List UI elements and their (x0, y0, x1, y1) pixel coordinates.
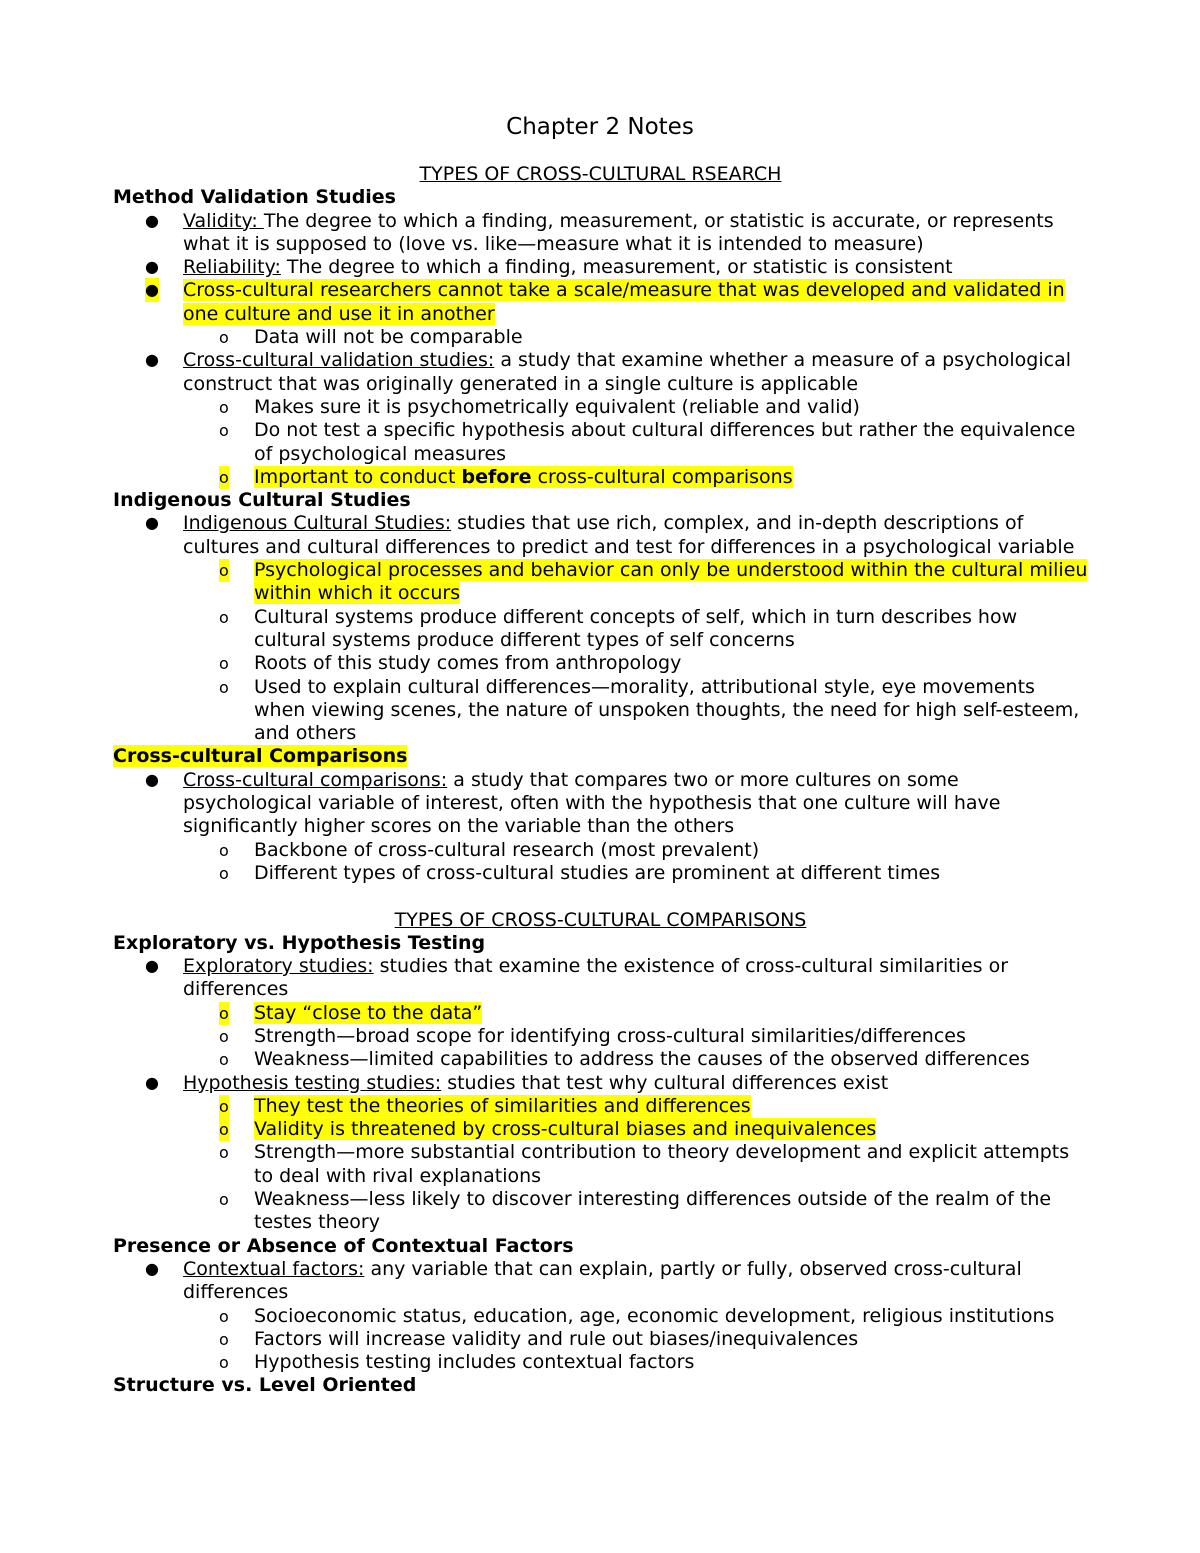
circle-bullet-icon: o (219, 1026, 229, 1046)
sub-bullet-item (113, 839, 1088, 862)
sub-bullet-item (113, 1095, 1088, 1118)
section-heading: TYPES OF CROSS-CULTURAL COMPARISONS (394, 908, 807, 931)
circle-bullet-icon: o (219, 863, 229, 883)
sub-bullet-item (113, 1328, 1088, 1351)
bullet-text: The degree to which a finding, measurement, or statistic is consistent (280, 256, 953, 279)
bullet-text: a study that compares two or more cultures on some psychological variable of interest, often with the hypothesis that one culture will have significantly higher scores on the variable than the others (183, 768, 1001, 838)
circle-bullet-icon: o (219, 559, 229, 582)
sub-bullet-text: Socioeconomic status, education, age, economic development, religious institutions (254, 1304, 1055, 1327)
bullet-icon: ● (145, 1072, 159, 1092)
sub-bullet-item (113, 559, 1088, 606)
bullet-item (113, 210, 1088, 257)
sub-bullet-text: Makes sure it is psychometrically equivalent (reliable and valid) (254, 395, 860, 418)
bullet-term: Cross-cultural comparisons: (183, 768, 448, 791)
sub-bullet-item (113, 1048, 1088, 1071)
sub-bullet-item (113, 1351, 1088, 1374)
sub-bullet-text: Hypothesis testing includes contextual factors (254, 1351, 695, 1374)
sub-bullet-text: Data will not be comparable (254, 326, 523, 349)
sub-bullet-item (113, 396, 1088, 419)
subsection-title: Indigenous Cultural Studies (113, 489, 411, 512)
bullet-icon: ● (145, 1258, 159, 1278)
bold-emphasis: before (461, 465, 532, 488)
subsection-title: Structure vs. Level Oriented (113, 1374, 417, 1397)
circle-bullet-icon: o (219, 1095, 229, 1118)
circle-bullet-icon: o (219, 1353, 229, 1373)
sub-bullet-text: Roots of this study comes from anthropology (254, 652, 682, 675)
bullet-icon: ● (145, 210, 159, 230)
sub-bullet-text: Different types of cross-cultural studies are prominent at different times (254, 861, 941, 884)
sub-bullet-item (113, 419, 1088, 466)
subsection-title: Exploratory vs. Hypothesis Testing (113, 931, 486, 954)
sub-bullet-item (113, 1002, 1088, 1025)
sub-bullet-item (113, 1305, 1088, 1328)
subsection-title: Cross-cultural Comparisons (113, 745, 408, 768)
page-title: Chapter 2 Notes (506, 114, 694, 140)
bullet-term: Hypothesis testing studies: (183, 1071, 442, 1094)
bullet-item (113, 512, 1088, 559)
sub-bullet-item (113, 1118, 1088, 1141)
sub-bullet-item (113, 1188, 1088, 1235)
bullet-term: Validity: (183, 209, 264, 232)
circle-bullet-icon: o (219, 1329, 229, 1349)
highlighted-text: Cross-cultural researchers cannot take a scale/measure that was developed and validated in one culture and use it in another (183, 279, 1065, 325)
highlighted-text: Psychological processes and behavior can only be understood within the cultural milieu within which it occurs (254, 559, 1088, 605)
sub-bullet-text: Do not test a specific hypothesis about cultural differences but rather the equivalence of psychological measures (254, 419, 1076, 465)
sub-bullet-text: Strength—more substantial contribution to theory development and explicit attempts to deal with rival explanations (254, 1141, 1070, 1187)
bullet-icon: ● (145, 278, 159, 301)
sub-bullet-item (113, 1141, 1088, 1188)
highlighted-text: Validity is threatened by cross-cultural biases and inequivalences (254, 1118, 877, 1141)
sub-bullet-text: Strength—broad scope for identifying cross-cultural similarities/differences (254, 1024, 966, 1047)
document-body (113, 163, 1088, 1398)
sub-bullet-text: Weakness—less likely to discover interesting differences outside of the realm of the testes theory (254, 1188, 1052, 1234)
bullet-item (113, 279, 1088, 326)
circle-bullet-icon: o (219, 1002, 229, 1025)
bullet-icon: ● (145, 956, 159, 976)
bullet-item (113, 256, 1088, 279)
bullet-term: Contextual factors: (183, 1257, 365, 1280)
circle-bullet-icon: o (219, 677, 229, 697)
highlighted-text: Stay “close to the data” (254, 1001, 483, 1024)
subsection-title: Presence or Absence of Contextual Factors (113, 1234, 574, 1257)
circle-bullet-icon: o (219, 397, 229, 417)
circle-bullet-icon: o (219, 1118, 229, 1141)
bullet-text: any variable that can explain, partly or fully, observed cross-cultural differences (183, 1257, 1022, 1304)
sub-bullet-item (113, 1025, 1088, 1048)
bullet-icon: ● (145, 513, 159, 533)
sub-bullet-item (113, 326, 1088, 349)
sub-bullet-item (113, 652, 1088, 675)
sub-bullet-text: Used to explain cultural differences—morality, attributional style, eye movements when viewing scenes, the nature of unspoken thoughts, the need for high self-esteem, and others (254, 675, 1080, 745)
bullet-term: Reliability: (183, 256, 281, 279)
highlighted-text: Important to conduct before cross-cultural comparisons (254, 465, 793, 488)
bullet-icon: ● (145, 257, 159, 277)
sub-bullet-item (113, 862, 1088, 885)
circle-bullet-icon: o (219, 840, 229, 860)
circle-bullet-icon: o (219, 607, 229, 627)
highlighted-text: They test the theories of similarities and differences (254, 1094, 751, 1117)
bullet-item (113, 349, 1088, 396)
circle-bullet-icon: o (219, 328, 229, 348)
sub-bullet-item (113, 466, 1088, 489)
bullet-term: Exploratory studies: (183, 955, 374, 978)
circle-bullet-icon: o (219, 466, 229, 489)
subsection-title: Method Validation Studies (113, 186, 396, 209)
circle-bullet-icon: o (219, 1306, 229, 1326)
bullet-text: The degree to which a finding, measurement, or statistic is accurate, or represents what it is supposed to (love vs. like—measure what it is intended to measure) (183, 209, 1054, 255)
circle-bullet-icon: o (219, 1190, 229, 1210)
sub-bullet-item (113, 606, 1088, 653)
circle-bullet-icon: o (219, 654, 229, 674)
bullet-item (113, 1258, 1088, 1305)
blank-line (113, 885, 1088, 908)
circle-bullet-icon: o (219, 1143, 229, 1163)
bullet-item (113, 1072, 1088, 1095)
bullet-term: Indigenous Cultural Studies: (183, 512, 452, 535)
sub-bullet-text: Backbone of cross-cultural research (most prevalent) (254, 838, 760, 861)
bullet-text: studies that use rich, complex, and in-depth descriptions of cultures and cultural differences to predict and test for differences in a psychological variable (183, 512, 1075, 558)
sub-bullet-text: Weakness—limited capabilities to address the causes of the observed differences (254, 1048, 1030, 1071)
circle-bullet-icon: o (219, 421, 229, 441)
bullet-icon: ● (145, 350, 159, 370)
bullet-term: Cross-cultural validation studies: (183, 349, 495, 372)
sub-bullet-text: Factors will increase validity and rule out biases/inequivalences (254, 1327, 859, 1350)
sub-bullet-text: Cultural systems produce different concepts of self, which in turn describes how cultural systems produce different types of self concerns (254, 605, 1018, 651)
sub-bullet-item (113, 676, 1088, 746)
section-heading: TYPES OF CROSS-CULTURAL RSEARCH (419, 163, 782, 185)
bullet-text: studies that examine the existence of cross-cultural similarities or differences (183, 955, 1009, 1001)
bullet-icon: ● (145, 769, 159, 789)
bullet-text: studies that test why cultural differences exist (441, 1071, 889, 1094)
bullet-item (113, 955, 1088, 1002)
bullet-item (113, 769, 1088, 839)
circle-bullet-icon: o (219, 1050, 229, 1070)
bullet-text: a study that examine whether a measure of a psychological construct that was originally generated in a single culture is applicable (183, 349, 1072, 395)
